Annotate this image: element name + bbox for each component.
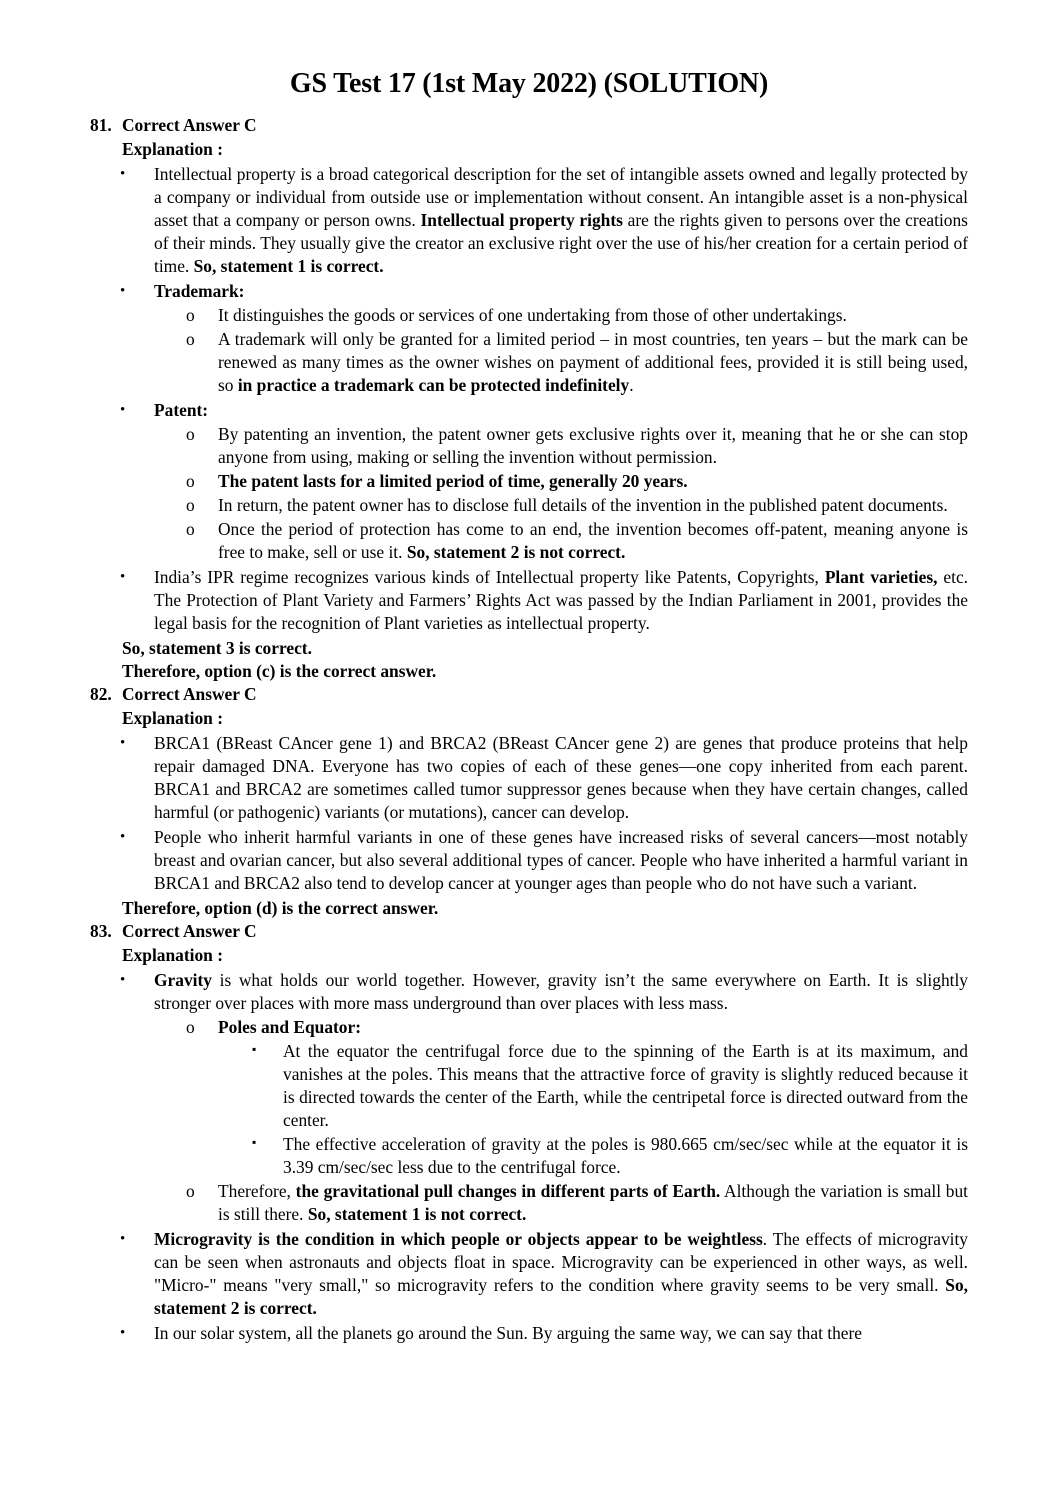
question-83 — [90, 920, 968, 1345]
question-header — [90, 920, 968, 944]
conclusion: Therefore, option (c) is the correct answer. — [122, 661, 437, 681]
bullet-item — [90, 399, 968, 422]
bullet-item: • Intellectual property is a broad categorical description for the set of intangible assets owned and legally protected by a company or individual from outside use or implementation without consent. An intangible asset is a non-physical asset that a company or person owns. Intellectual property rights are the rights given to persons over the creations of their minds. They usually give the creator an exclusive right over the use of his/her creation for a certain period of time. So, statement 1 is correct. — [120, 164, 968, 276]
question-header — [90, 114, 968, 138]
page-title: GS Test 17 (1st May 2022) (SOLUTION) — [289, 68, 769, 99]
correct-answer: Correct Answer C — [122, 684, 257, 704]
section-label: Poles and Equator: — [218, 1017, 362, 1037]
bullet-marker: • — [120, 972, 126, 988]
bullet-marker: • — [120, 1325, 126, 1341]
sub-sub-item: ▪ At the equator the centrifugal force due to the spinning of the Earth is at its maximum, and vanishes at the poles. This means that the attractive force of gravity is slightly reduced because it is directed towards the center of the Earth, while the centripetal force is directed outward from the center. — [90, 1040, 968, 1132]
sub-item: o It distinguishes the goods or services of one undertaking from those of other undertakings. — [186, 305, 847, 325]
bullet-item: • In our solar system, all the planets go around the Sun. By arguing the same way, we can say that there — [120, 1323, 863, 1343]
explanation-list — [90, 163, 968, 635]
explanation-list — [90, 732, 968, 895]
sub-sub-item: ▪ The effective acceleration of gravity at the poles is 980.665 cm/sec/sec while at the equator it is 3.39 cm/sec/sec less due to the centrifugal force. — [90, 1133, 968, 1179]
bullet-marker: • — [120, 283, 126, 299]
circle-marker: o — [186, 424, 195, 444]
sub-item: o By patenting an invention, the patent owner gets exclusive rights over it, meaning that he or she can stop anyone from using, making or selling the invention without permission. — [186, 424, 968, 467]
sub-item: o A trademark will only be granted for a limited period – in most countries, ten years – but the mark can be renewed as many times as the owner wishes on payment of additional fees, provided it is still being used, so in practice a trademark can be protected indefinitely. — [186, 329, 968, 395]
bullet-marker: • — [120, 1231, 126, 1247]
circle-marker: o — [186, 1017, 195, 1037]
sub-item: o The patent lasts for a limited period of time, generally 20 years. — [186, 471, 688, 491]
sub-item: o Once the period of protection has come to an end, the invention becomes off-patent, meaning anyone is free to make, sell or use it. So, statement 2 is not correct. — [186, 519, 968, 562]
bullet-item: • BRCA1 (BReast CAncer gene 1) and BRCA2 (BReast CAncer gene 2) are genes that produce proteins that help repair damaged DNA. Everyone has two copies of each of these genes—one copy inherited from each parent. BRCA1 and BRCA2 are sometimes called tumor suppressor genes because when they have certain changes, called harmful (or pathogenic) variants (or mutations), cancer can develop. — [120, 733, 968, 822]
circle-marker: o — [186, 305, 195, 325]
bullet-item: • People who inherit harmful variants in one of these genes have increased risks of several cancers—most notably breast and ovarian cancer, but also several additional types of cancer. People who have inherited a harmful variant in BRCA1 and BRCA2 also tend to develop cancer at younger ages than people who do not have such a variant. — [120, 827, 968, 893]
question-81 — [90, 114, 968, 683]
question-header — [90, 683, 968, 707]
question-82 — [90, 683, 968, 920]
square-marker: ▪ — [252, 1042, 257, 1056]
circle-marker: o — [186, 471, 195, 491]
conclusion: Therefore, option (d) is the correct answer. — [122, 898, 439, 918]
bullet-marker: • — [120, 166, 126, 182]
circle-marker: o — [186, 1181, 195, 1201]
bullet-item: • Gravity is what holds our world together. However, gravity isn’t the same everywhere on Earth. It is slightly stronger over places with more mass underground than over places with less mass. — [120, 970, 968, 1013]
bullet-marker: • — [120, 829, 126, 845]
bullet-item — [90, 280, 968, 303]
explanation-label: Explanation : — [122, 945, 223, 965]
question-number: 82. — [90, 684, 112, 704]
document-body — [90, 114, 968, 1345]
statement-line: So, statement 3 is correct. — [122, 638, 312, 658]
sub-item — [90, 1016, 968, 1039]
sub-item: o In return, the patent owner has to disclose full details of the invention in the published patent documents. — [186, 495, 948, 515]
section-label: Trademark: — [154, 281, 245, 301]
explanation-label: Explanation : — [122, 708, 223, 728]
correct-answer: Correct Answer C — [122, 921, 257, 941]
explanation-label: Explanation : — [122, 139, 223, 159]
bullet-marker: • — [120, 569, 126, 585]
circle-marker: o — [186, 329, 195, 349]
square-marker: ▪ — [252, 1135, 257, 1149]
section-label: Patent: — [154, 400, 209, 420]
question-number: 83. — [90, 921, 112, 941]
bullet-marker: • — [120, 402, 126, 418]
bullet-marker: • — [120, 735, 126, 751]
explanation-list — [90, 969, 968, 1345]
question-number: 81. — [90, 115, 112, 135]
sub-item: o Therefore, the gravitational pull changes in different parts of Earth. Although the variation is small but is still there. So, statement 1 is not correct. — [186, 1181, 969, 1224]
bullet-item: • Microgravity is the condition in which people or objects appear to be weightless. The effects of microgravity can be seen when astronauts and objects float in space. Microgravity can be experienced in other ways, as well. "Micro-" means "very small," so microgravity refers to the condition where gravity seems to be very small. So, statement 2 is correct. — [120, 1229, 968, 1318]
bullet-item: • India’s IPR regime recognizes various kinds of Intellectual property like Patents, Copyrights, Plant varieties, etc. The Protection of Plant Variety and Farmers’ Rights Act was passed by the Indian Parliament in 2001, provides the legal basis for the recognition of Plant varieties as intellectual property. — [120, 567, 969, 633]
circle-marker: o — [186, 495, 195, 515]
correct-answer: Correct Answer C — [122, 115, 257, 135]
circle-marker: o — [186, 519, 195, 539]
